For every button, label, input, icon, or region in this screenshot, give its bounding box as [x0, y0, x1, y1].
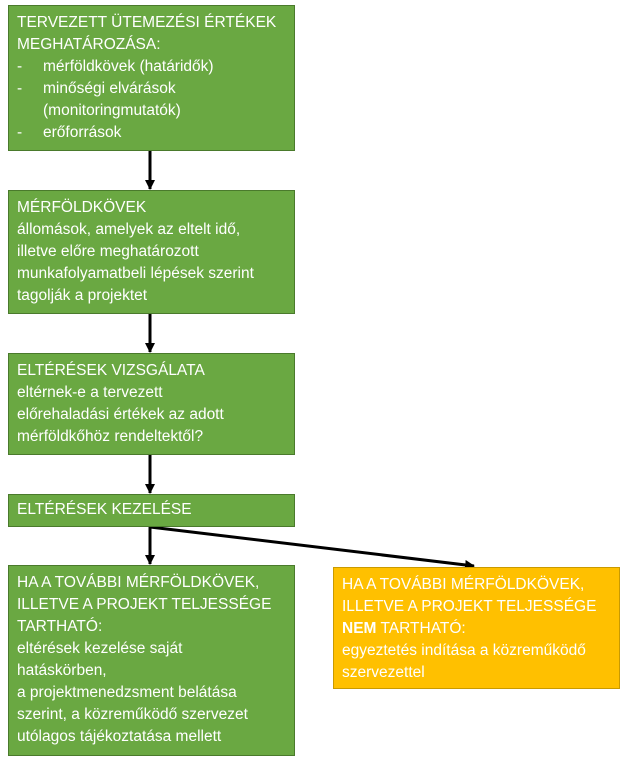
- box5-title-line: HA A TOVÁBBI MÉRFÖLDKÖVEK,: [17, 574, 260, 591]
- box-deviation-analysis: [8, 353, 295, 455]
- box5-body-line: utólagos tájékoztatása mellett: [17, 728, 222, 745]
- box2-title: MÉRFÖLDKÖVEK: [17, 199, 147, 216]
- box6-body-line: szervezettel: [342, 664, 425, 681]
- box1-list: [17, 56, 286, 144]
- box6-body-line: egyeztetés indítása a közreműködő: [342, 642, 586, 659]
- box3-body-line: mérföldkőhöz rendeltektől?: [17, 428, 204, 445]
- box2-body-line: tagolják a projektet: [17, 287, 148, 304]
- box5-body-line: a projektmenedzsment belátása: [17, 684, 237, 701]
- list-item-text: minőségi elvárások: [43, 80, 176, 97]
- box2-body-line: illetve előre meghatározott: [17, 243, 199, 260]
- list-item-text: mérföldkövek (határidők): [43, 58, 214, 75]
- box4-title: ELTÉRÉSEK KEZELÉSE: [17, 501, 192, 518]
- box1-title-line-2: MEGHATÁROZÁSA:: [17, 36, 161, 53]
- box3-body-line: előrehaladási értékek az adott: [17, 406, 224, 423]
- box5-title-line: ILLETVE A PROJEKT TELJESSÉGE: [17, 596, 272, 613]
- arrow-box4-to-box6: [150, 527, 474, 566]
- box3-body-line: eltérnek-e a tervezett: [17, 384, 163, 401]
- box5-title-line: TARTHATÓ:: [17, 618, 103, 635]
- box-milestones: [8, 190, 295, 314]
- list-item-text: erőforrások: [43, 124, 122, 141]
- list-dash: -: [17, 58, 23, 75]
- box3-title: ELTÉRÉSEK VIZSGÁLATA: [17, 362, 205, 379]
- box5-body-line: hatáskörben,: [17, 662, 107, 679]
- box-planned-schedule-values: [8, 5, 295, 151]
- box-if-maintainable: [8, 565, 295, 756]
- list-dash: -: [17, 80, 23, 97]
- list-item: [17, 78, 286, 122]
- box5-body-line: szerint, a közreműködő szervezet: [17, 706, 248, 723]
- box-if-not-maintainable: [333, 567, 620, 689]
- box6-title-line: HA A TOVÁBBI MÉRFÖLDKÖVEK,: [342, 576, 585, 593]
- box6-title-line-3: [342, 618, 611, 640]
- box-deviation-handling: [8, 494, 295, 527]
- list-dash: -: [17, 124, 23, 141]
- list-item: [17, 56, 286, 78]
- box6-emphasis-not: NEM: [342, 620, 377, 637]
- box5-body-line: eltérések kezelése saját: [17, 640, 183, 657]
- box1-title-line-1: TERVEZETT ÜTEMEZÉSI ÉRTÉKEK: [17, 14, 277, 31]
- box6-title-rest: TARTHATÓ:: [376, 620, 466, 637]
- box2-body-line: állomások, amelyek az eltelt idő,: [17, 221, 241, 238]
- box2-body-line: munkafolyamatbeli lépések szerint: [17, 265, 254, 282]
- list-item-text: (monitoringmutatók): [43, 102, 181, 119]
- list-item: [17, 122, 286, 144]
- box6-title-line: ILLETVE A PROJEKT TELJESSÉGE: [342, 598, 597, 615]
